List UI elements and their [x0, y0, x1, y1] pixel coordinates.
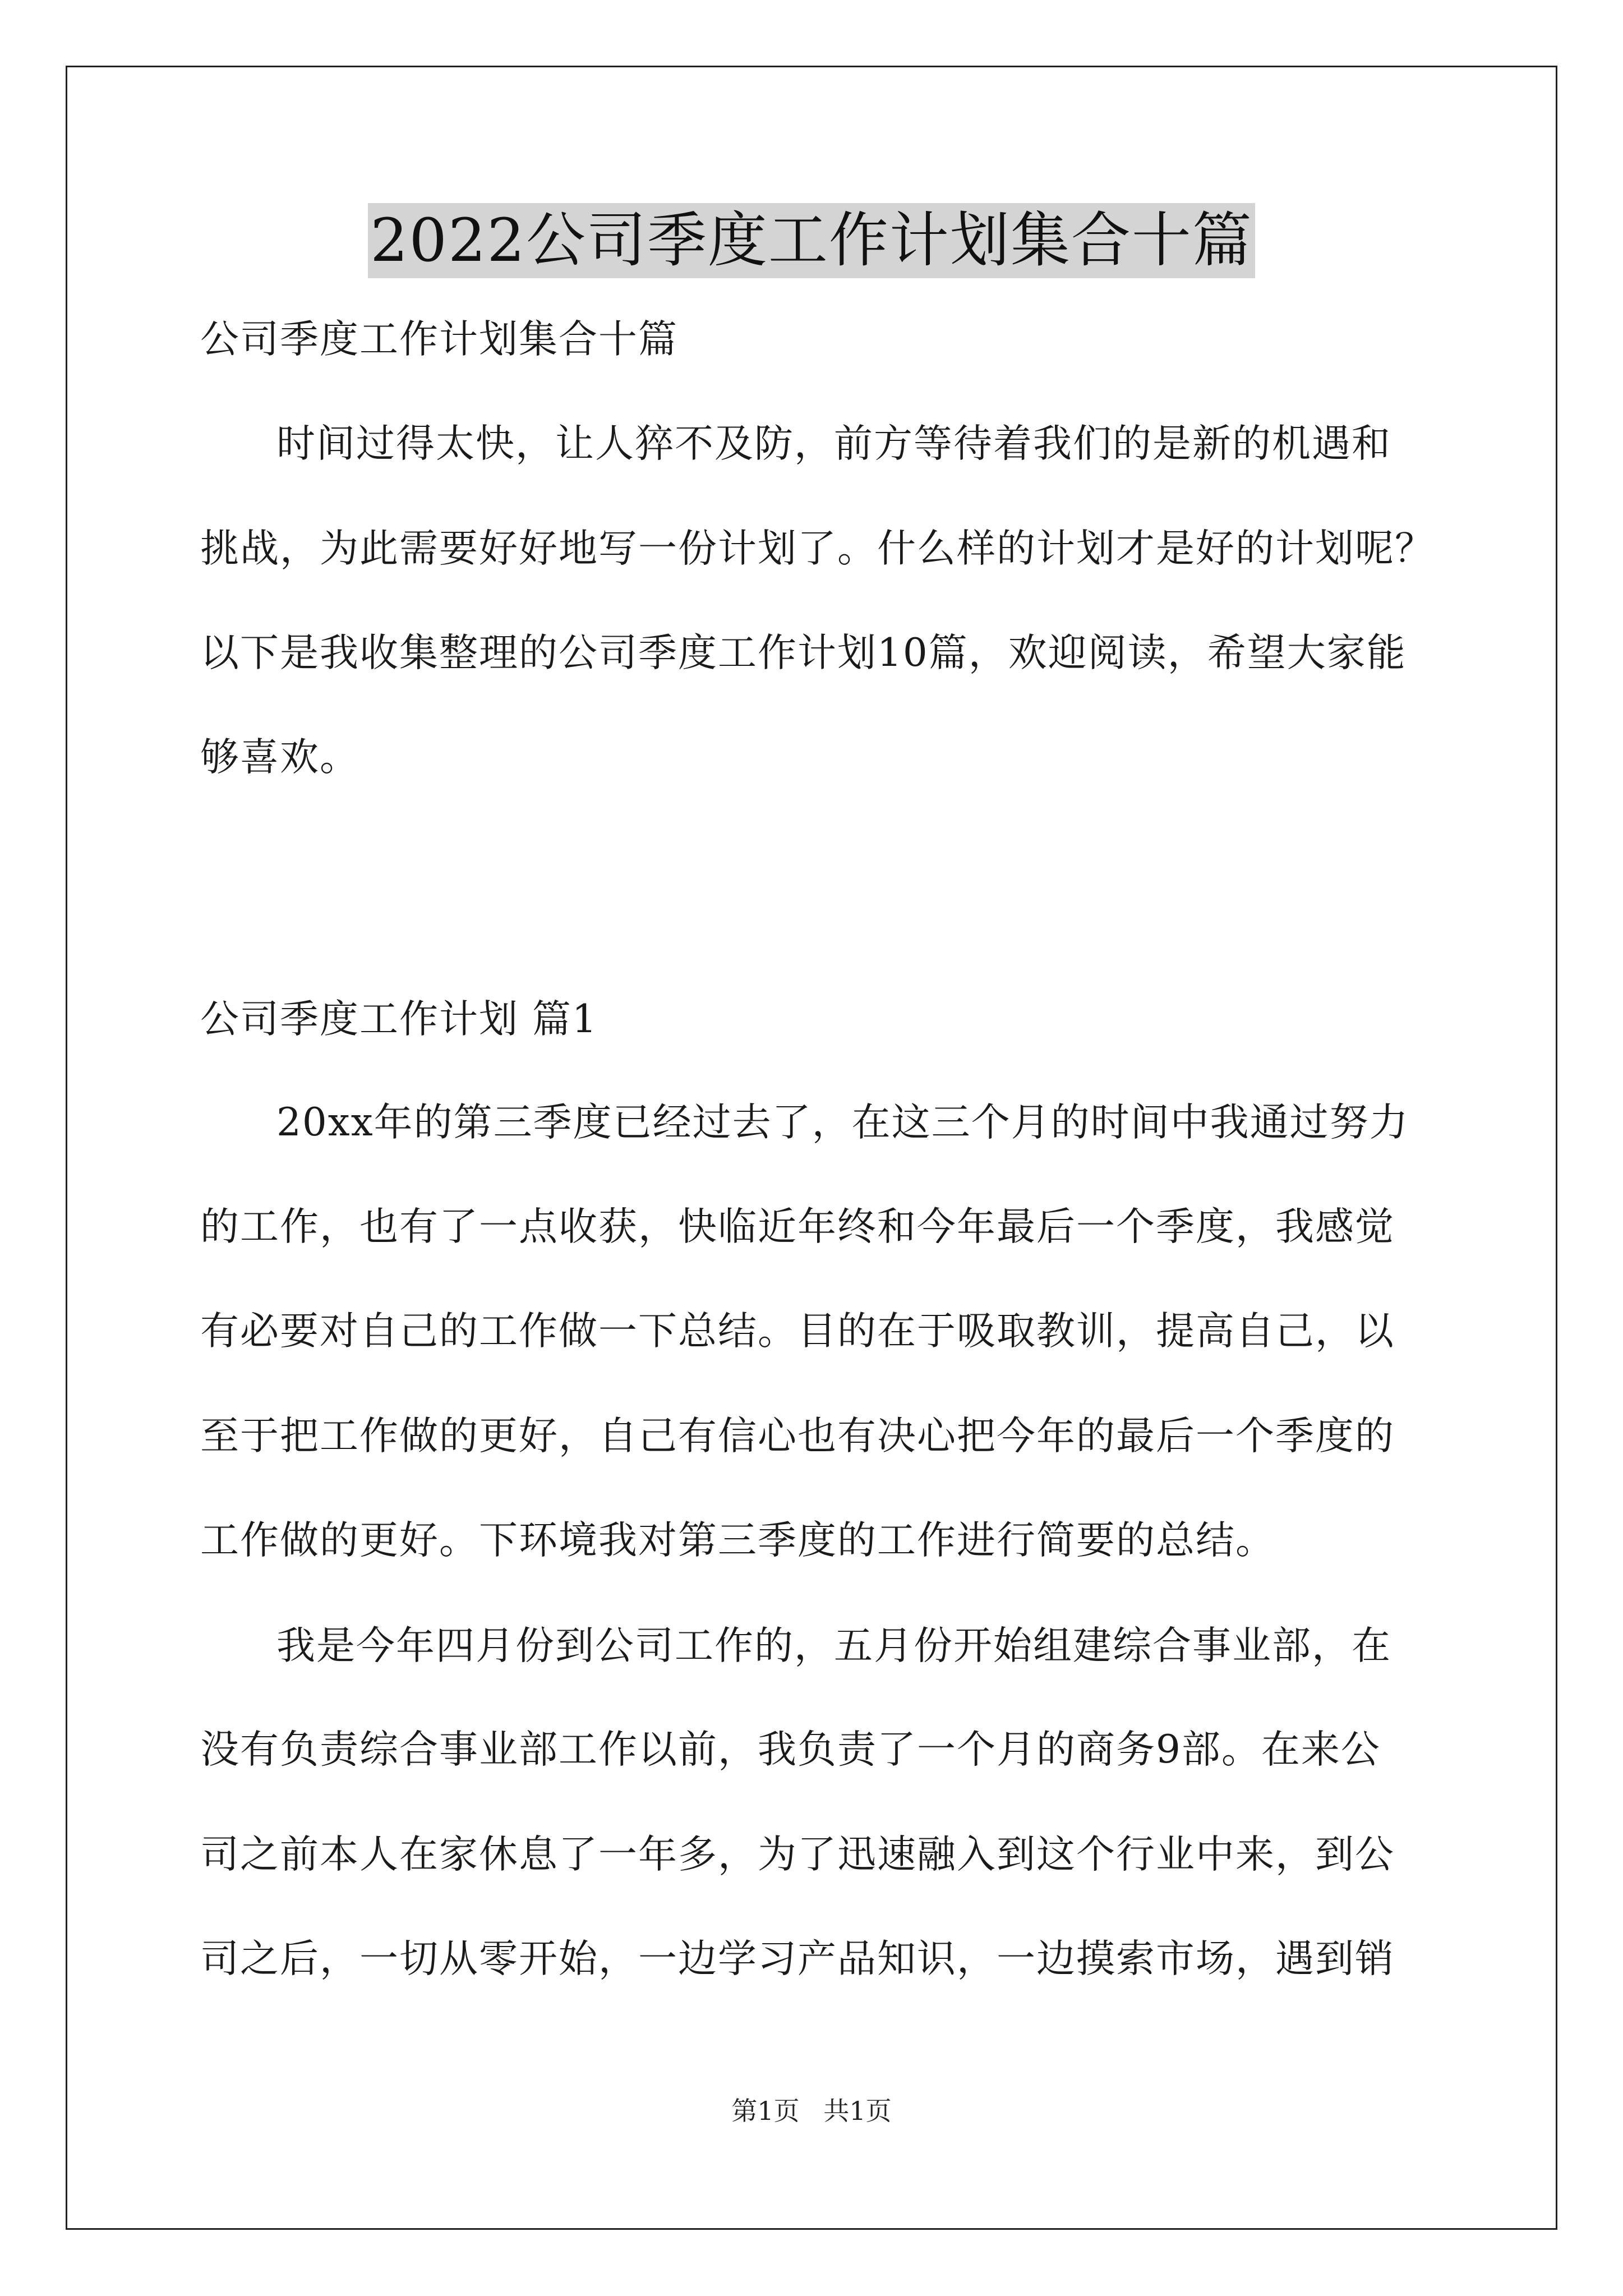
title-container: [0, 203, 1623, 278]
page-total: 共1页: [823, 2096, 892, 2126]
paragraph-line: 没有负责综合事业部工作以前，我负责了一个月的商务9部。在来公: [200, 1727, 1381, 1772]
page-footer: [0, 2094, 1623, 2128]
document-title: 2022公司季度工作计划集合十篇: [368, 203, 1255, 278]
paragraph-line: 我是今年四月份到公司工作的，五月份开始组建综合事业部，在: [276, 1623, 1391, 1668]
paragraph-line: 司之后，一切从零开始，一边学习产品知识，一边摸索市场，遇到销: [200, 1936, 1395, 1981]
intro-heading: 公司季度工作计划集合十篇: [200, 317, 678, 362]
paragraph-line: 至于把工作做的更好，自己有信心也有决心把今年的最后一个季度的: [200, 1414, 1395, 1458]
paragraph-line: 工作做的更好。下环境我对第三季度的工作进行简要的总结。: [200, 1518, 1275, 1563]
paragraph-line: 够喜欢。: [200, 735, 359, 780]
paragraph-line: 司之前本人在家休息了一年多，为了迅速融入到这个行业中来，到公: [200, 1832, 1395, 1877]
paragraph-line: 挑战，为此需要好好地写一份计划了。什么样的计划才是好的计划呢？: [200, 526, 1435, 571]
paragraph-line: 时间过得太快，让人猝不及防，前方等待着我们的是新的机遇和: [276, 421, 1391, 466]
paragraph-line: 20xx年的第三季度已经过去了，在这三个月的时间中我通过努力: [276, 1100, 1409, 1145]
page-border: [66, 66, 1557, 2230]
section-heading: 公司季度工作计划 篇1: [200, 997, 598, 1042]
page-number: 第1页: [731, 2096, 800, 2126]
paragraph-line: 有必要对自己的工作做一下总结。目的在于吸取教训，提高自己，以: [200, 1309, 1395, 1354]
paragraph-line: 以下是我收集整理的公司季度工作计划10篇，欢迎阅读，希望大家能: [200, 631, 1407, 675]
paragraph-line: 的工作，也有了一点收获，快临近年终和今年最后一个季度，我感觉: [200, 1204, 1395, 1249]
